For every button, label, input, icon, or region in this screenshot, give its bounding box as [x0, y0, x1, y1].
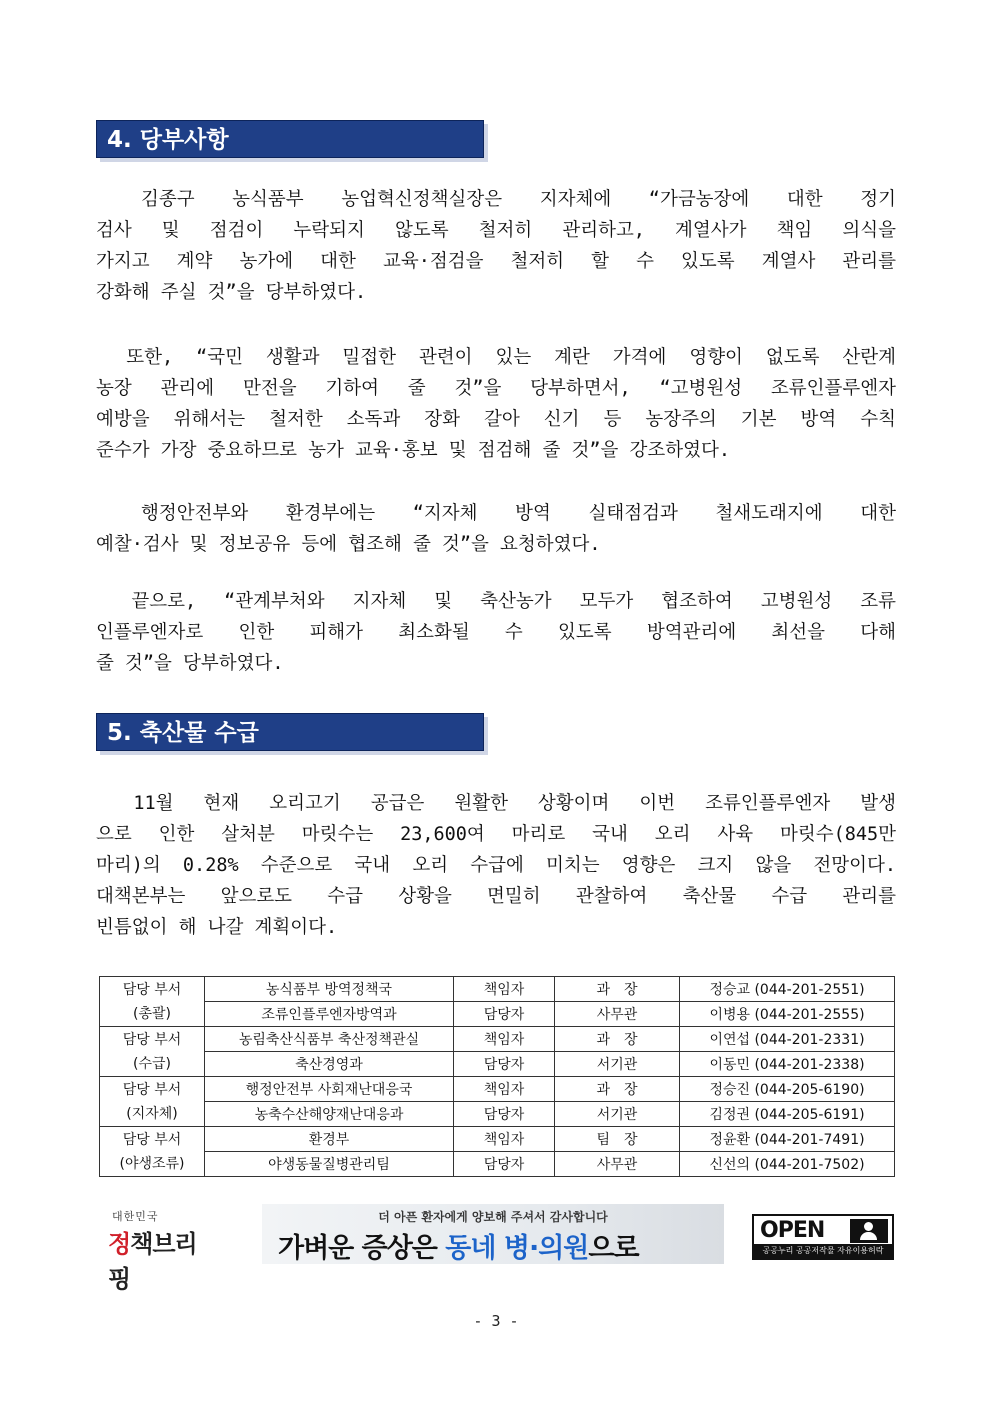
text-line: 김종구 농식품부 농업혁신정책실장은 지자체에 “가금농장에 대한 정기 [96, 189, 896, 210]
text-line: 끝으로, “관계부처와 지자체 및 축산농가 모두가 협조하여 고병원성 조류 [96, 591, 896, 612]
title-cell: 과 장 [555, 977, 680, 1002]
dept-cell: 담당 부서 (총괄) [100, 977, 205, 1027]
org-cell: 행정안전부 사회재난대응국 [205, 1077, 454, 1102]
contact-table [99, 976, 895, 1177]
text-line: 대책본부는 앞으로도 수급 상황을 면밀히 관찰하여 축산물 수급 관리를 [96, 886, 896, 907]
role-cell: 책임자 [454, 977, 555, 1002]
section-5-paragraph [96, 788, 896, 943]
banner-headline: 가벼운 증상은 동네 병·의원으로 [278, 1233, 639, 1264]
table-row [100, 1002, 895, 1027]
text-line: 행정안전부와 환경부에는 “지자체 방역 실태점검과 철새도래지에 대한 [96, 503, 896, 524]
dept-cell: 담당 부서 (수급) [100, 1027, 205, 1077]
person-cell: 정윤환 (044-201-7491) [680, 1127, 895, 1152]
table-row [100, 1152, 895, 1177]
title-cell: 사무관 [555, 1152, 680, 1177]
text-line: 예찰·검사 및 정보공유 등에 협조해 줄 것”을 요청하였다. [96, 534, 601, 555]
table-row [100, 1102, 895, 1127]
person-cell: 정승진 (044-205-6190) [680, 1077, 895, 1102]
role-cell: 담당자 [454, 1052, 555, 1077]
text-line: 으로 인한 살처분 마릿수는 23,600여 마리로 국내 오리 사육 마릿수(845만 [96, 824, 896, 845]
title-cell: 과 장 [555, 1077, 680, 1102]
person-cell: 이동민 (044-201-2338) [680, 1052, 895, 1077]
text-line: 가지고 계약 농가에 대한 교육·점검을 철저히 할 수 있도록 계열사 관리를 [96, 251, 896, 272]
org-cell: 농림축산식품부 축산정책관실 [205, 1027, 454, 1052]
org-cell: 농식품부 방역정책국 [205, 977, 454, 1002]
dept-cell: 담당 부서 (지자체) [100, 1077, 205, 1127]
role-cell: 책임자 [454, 1027, 555, 1052]
section-4-paragraph-3 [96, 498, 896, 560]
text-line: 검사 및 점검이 누락되지 않도록 철저히 관리하고, 계열사가 책임 의식을 [96, 220, 896, 241]
text-line: 강화해 주실 것”을 당부하였다. [96, 282, 367, 303]
role-cell: 책임자 [454, 1127, 555, 1152]
attribution-icon [850, 1219, 888, 1243]
open-text: OPEN [760, 1218, 825, 1243]
section-4-paragraph-2 [96, 342, 896, 466]
person-cell: 신선의 (044-201-7502) [680, 1152, 895, 1177]
text-line: 준수가 가장 중요하므로 농가 교육·홍보 및 점검해 줄 것”을 강조하였다. [96, 440, 731, 461]
org-cell: 야생동물질병관리팀 [205, 1152, 454, 1177]
org-cell: 농축수산해양재난대응과 [205, 1102, 454, 1127]
text-line: 농장 관리에 만전을 기하여 줄 것”을 당부하면서, “고병원성 조류인플루엔자 [96, 378, 896, 399]
banner-subtitle: 더 아픈 환자에게 양보해 주셔서 감사합니다 [378, 1210, 608, 1224]
section-4-paragraph-1 [96, 184, 896, 308]
role-cell: 담당자 [454, 1102, 555, 1127]
title-cell: 서기관 [555, 1102, 680, 1127]
table-row [100, 1052, 895, 1077]
title-cell: 과 장 [555, 1027, 680, 1052]
page-number: - 3 - [473, 1312, 519, 1330]
org-cell: 조류인플루엔자방역과 [205, 1002, 454, 1027]
section-5-heading: 5. 축산물 수급 [96, 713, 484, 751]
table-row [100, 1077, 895, 1102]
title-cell: 사무관 [555, 1002, 680, 1027]
table-row [100, 977, 895, 1002]
logo-small-text: 대한민국 [112, 1210, 159, 1223]
org-cell: 환경부 [205, 1127, 454, 1152]
person-cell: 김정권 (044-205-6191) [680, 1102, 895, 1127]
text-line: 마리)의 0.28% 수준으로 국내 오리 수급에 미치는 영향은 크지 않을 전망이다. [96, 855, 896, 876]
text-line: 11월 현재 오리고기 공급은 원활한 상황이며 이번 조류인플루엔자 발생 [96, 793, 896, 814]
kogl-open-badge [752, 1214, 894, 1260]
dept-cell: 담당 부서 (야생조류) [100, 1127, 205, 1177]
section-4-heading: 4. 당부사항 [96, 120, 484, 158]
text-line: 예방을 위해서는 철저한 소독과 장화 갈아 신기 등 농장주의 기본 방역 수칙 [96, 409, 896, 430]
title-cell: 서기관 [555, 1052, 680, 1077]
person-cell: 정승교 (044-201-2551) [680, 977, 895, 1002]
title-cell: 팀 장 [555, 1127, 680, 1152]
role-cell: 담당자 [454, 1152, 555, 1177]
person-cell: 이연섭 (044-201-2331) [680, 1027, 895, 1052]
logo-big-text: 정책브리핑 [108, 1230, 197, 1293]
org-cell: 축산경영과 [205, 1052, 454, 1077]
text-line: 인플루엔자로 인한 피해가 최소화될 수 있도록 방역관리에 최선을 다해 [96, 622, 896, 643]
role-cell: 책임자 [454, 1077, 555, 1102]
role-cell: 담당자 [454, 1002, 555, 1027]
text-line: 빈틈없이 해 나갈 계획이다. [96, 917, 338, 938]
policy-briefing-logo [108, 1208, 218, 1293]
table-row [100, 1027, 895, 1052]
table-row [100, 1127, 895, 1152]
text-line: 또한, “국민 생활과 밀접한 관련이 있는 계란 가격에 영향이 없도록 산란계 [96, 347, 896, 368]
text-line: 줄 것”을 당부하였다. [96, 653, 284, 674]
section-4-paragraph-4 [96, 586, 896, 679]
campaign-banner [262, 1204, 724, 1264]
open-license-text: 공공누리 공공저작물 자유이용허락 [754, 1244, 892, 1258]
person-cell: 이병용 (044-201-2555) [680, 1002, 895, 1027]
